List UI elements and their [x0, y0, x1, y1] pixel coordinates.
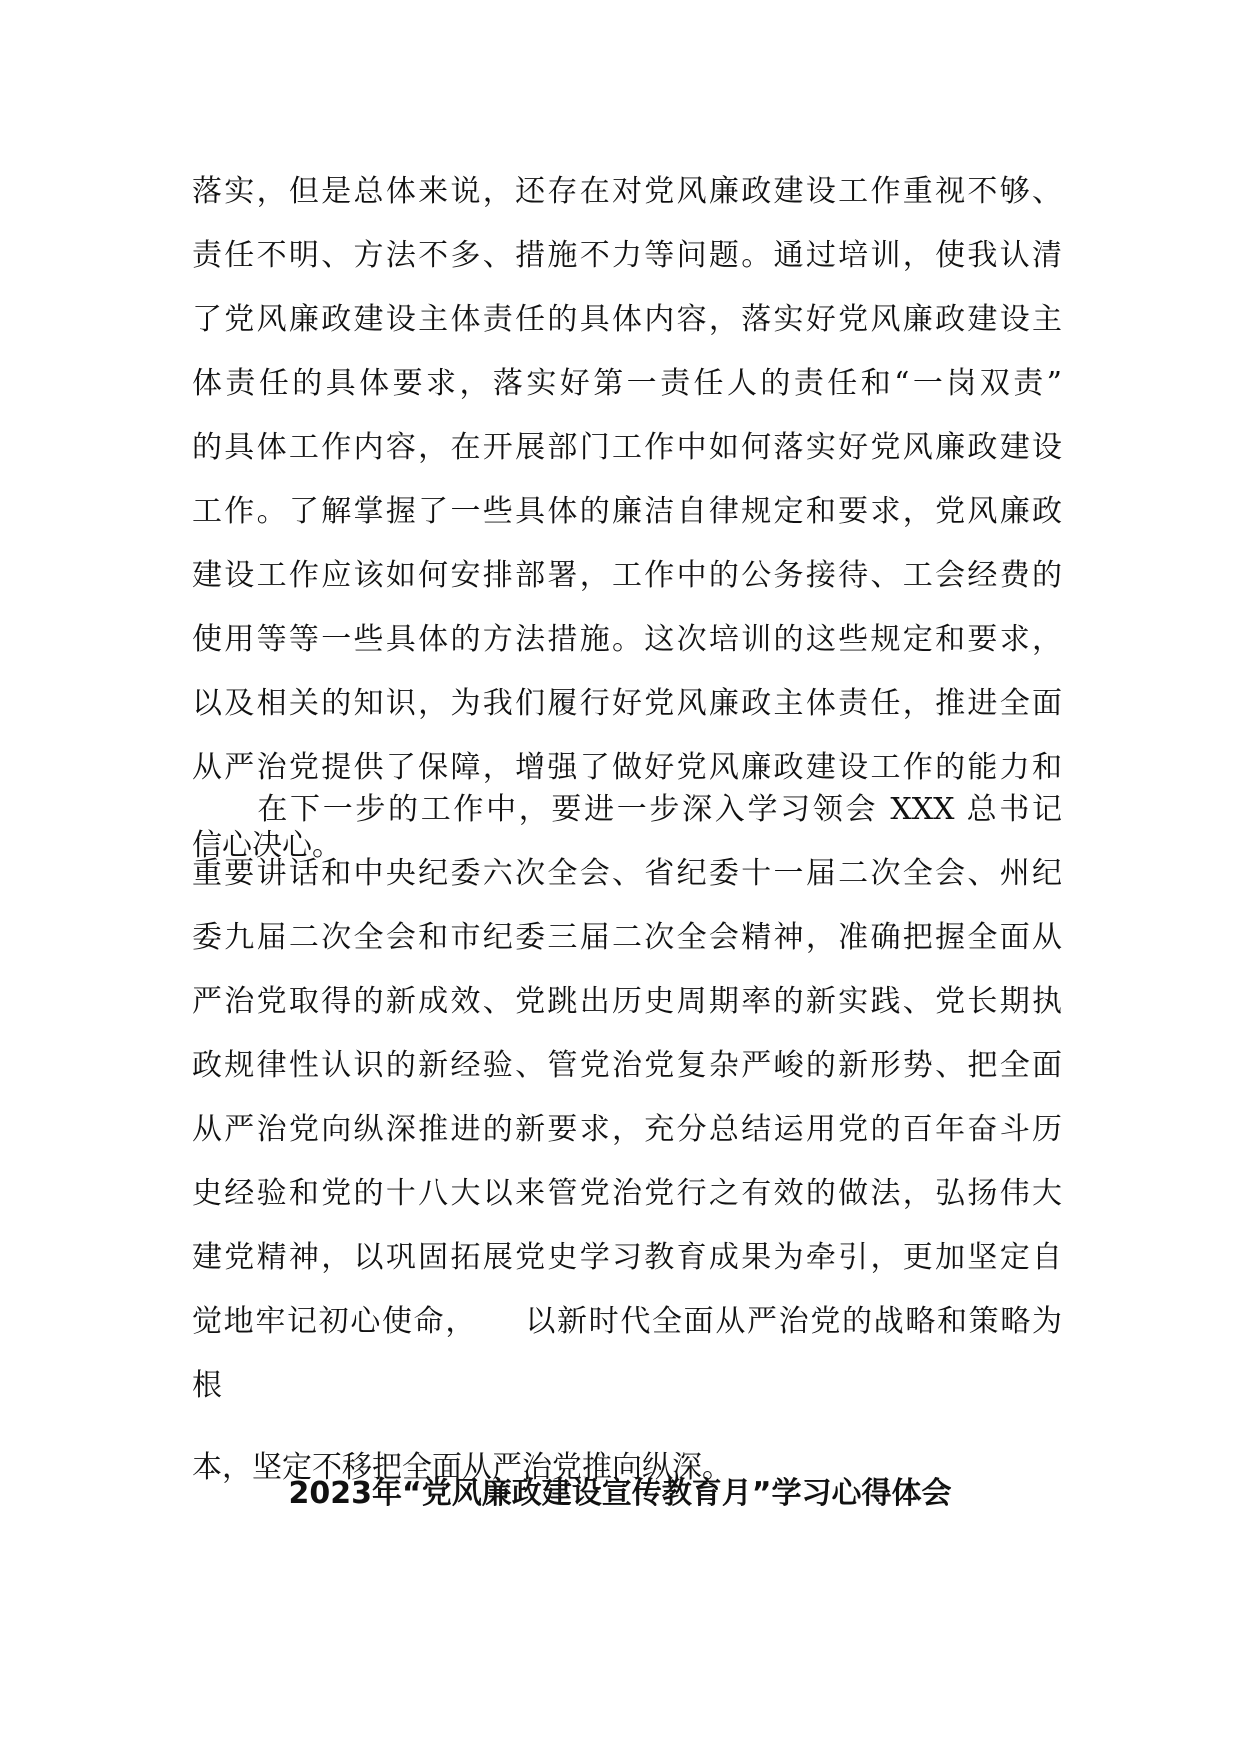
text-line: 根 [192, 1368, 222, 1403]
text-line: 觉地牢记初心使命， 以新时代全面从严治党的战略和策略为 [192, 1304, 1062, 1339]
text-line: 的具体工作内容，在开展部门工作中如何落实好党风廉政建设 [192, 430, 1062, 465]
text-line: 委九届二次全会和市纪委三届二次全会精神，准确把握全面从 [192, 920, 1062, 955]
text-line: 重要讲话和中央纪委六次全会、省纪委十一届二次全会、州纪 [192, 856, 1062, 891]
text-line: 政规律性认识的新经验、管党治党复杂严峻的新形势、把全面 [192, 1048, 1062, 1083]
text-line: 建党精神，以巩固拓展党史学习教育成果为牵引，更加坚定自 [192, 1240, 1062, 1275]
text-line: 从严治党向纵深推进的新要求，充分总结运用党的百年奋斗历 [192, 1112, 1062, 1147]
paragraph-training-summary [192, 160, 1062, 878]
text-line: 工作。了解掌握了一些具体的廉洁自律规定和要求，党风廉政 [192, 494, 1062, 529]
text-line: 史经验和党的十八大以来管党治党行之有效的做法，弘扬伟大 [192, 1176, 1062, 1211]
text-line: 本，坚定不移把全面从严治党推向纵深。 [192, 1450, 732, 1485]
text-line: 从严治党提供了保障，增强了做好党风廉政建设工作的能力和 [192, 750, 1062, 785]
text-line: 体责任的具体要求，落实好第一责任人的责任和“一岗双责” [192, 366, 1062, 401]
text-line: 以及相关的知识，为我们履行好党风廉政主体责任，推进全面 [192, 686, 1062, 721]
text-line: 建设工作应该如何安排部署，工作中的公务接待、工会经费的 [192, 558, 1062, 593]
text-line: 了党风廉政建设主体责任的具体内容，落实好党风廉政建设主 [192, 302, 1062, 337]
text-line: 在下一步的工作中，要进一步深入学习领会 XXX 总书记 [192, 792, 1062, 827]
text-line: 信心决心。 [192, 828, 342, 863]
text-line: 责任不明、方法不多、措施不力等问题。通过培训，使我认清 [192, 238, 1062, 273]
text-line: 使用等等一些具体的方法措施。这次培训的这些规定和要求， [192, 622, 1062, 657]
text-line: 严治党取得的新成效、党跳出历史周期率的新实践、党长期执 [192, 984, 1062, 1019]
section-heading: 2023年“党风廉政建设宣传教育月”学习心得体会 [288, 1476, 952, 1511]
paragraph-next-steps [192, 778, 1062, 1500]
text-line: 落实，但是总体来说，还存在对党风廉政建设工作重视不够、 [192, 174, 1062, 209]
